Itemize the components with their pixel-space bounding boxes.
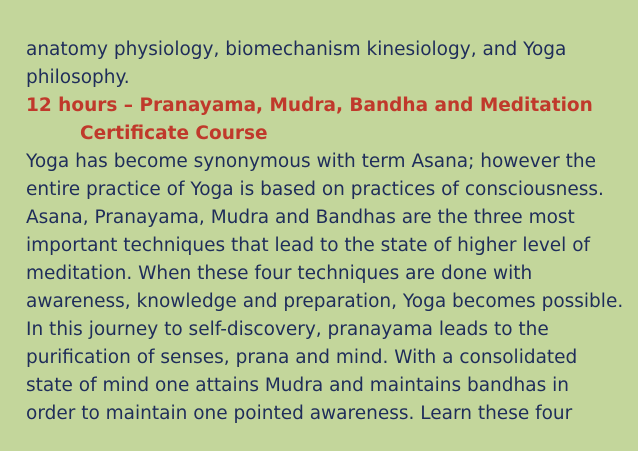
- course-description: [26, 148, 624, 428]
- description-line-2: entire practice of Yoga is based on practices of consciousness.: [26, 179, 604, 200]
- description-line-4: important techniques that lead to the state of higher level of: [26, 235, 591, 256]
- description-line-7: In this journey to self-discovery, pranayama leads to the: [26, 319, 549, 340]
- intro-line-1: anatomy physiology, biomechanism kinesiology, and Yoga: [26, 39, 567, 60]
- course-heading-line-1: 12 hours – Pranayama, Mudra, Bandha and Meditation: [26, 95, 593, 116]
- description-line-1: Yoga has become synonymous with term Asana; however the: [26, 151, 596, 172]
- description-line-6: awareness, knowledge and preparation, Yoga becomes possible.: [26, 291, 624, 312]
- intro-line-2: philosophy.: [26, 67, 130, 88]
- course-heading: [26, 92, 618, 148]
- description-line-10: order to maintain one pointed awareness. Learn these four: [26, 403, 573, 424]
- description-line-9: state of mind one attains Mudra and maintains bandhas in: [26, 375, 569, 396]
- description-line-3: Asana, Pranayama, Mudra and Bandhas are the three most: [26, 207, 575, 228]
- description-line-8: purification of senses, prana and mind. With a consolidated: [26, 347, 578, 368]
- course-heading-line-2: Certificate Course: [80, 123, 268, 144]
- description-line-5: meditation. When these four techniques are done with: [26, 263, 533, 284]
